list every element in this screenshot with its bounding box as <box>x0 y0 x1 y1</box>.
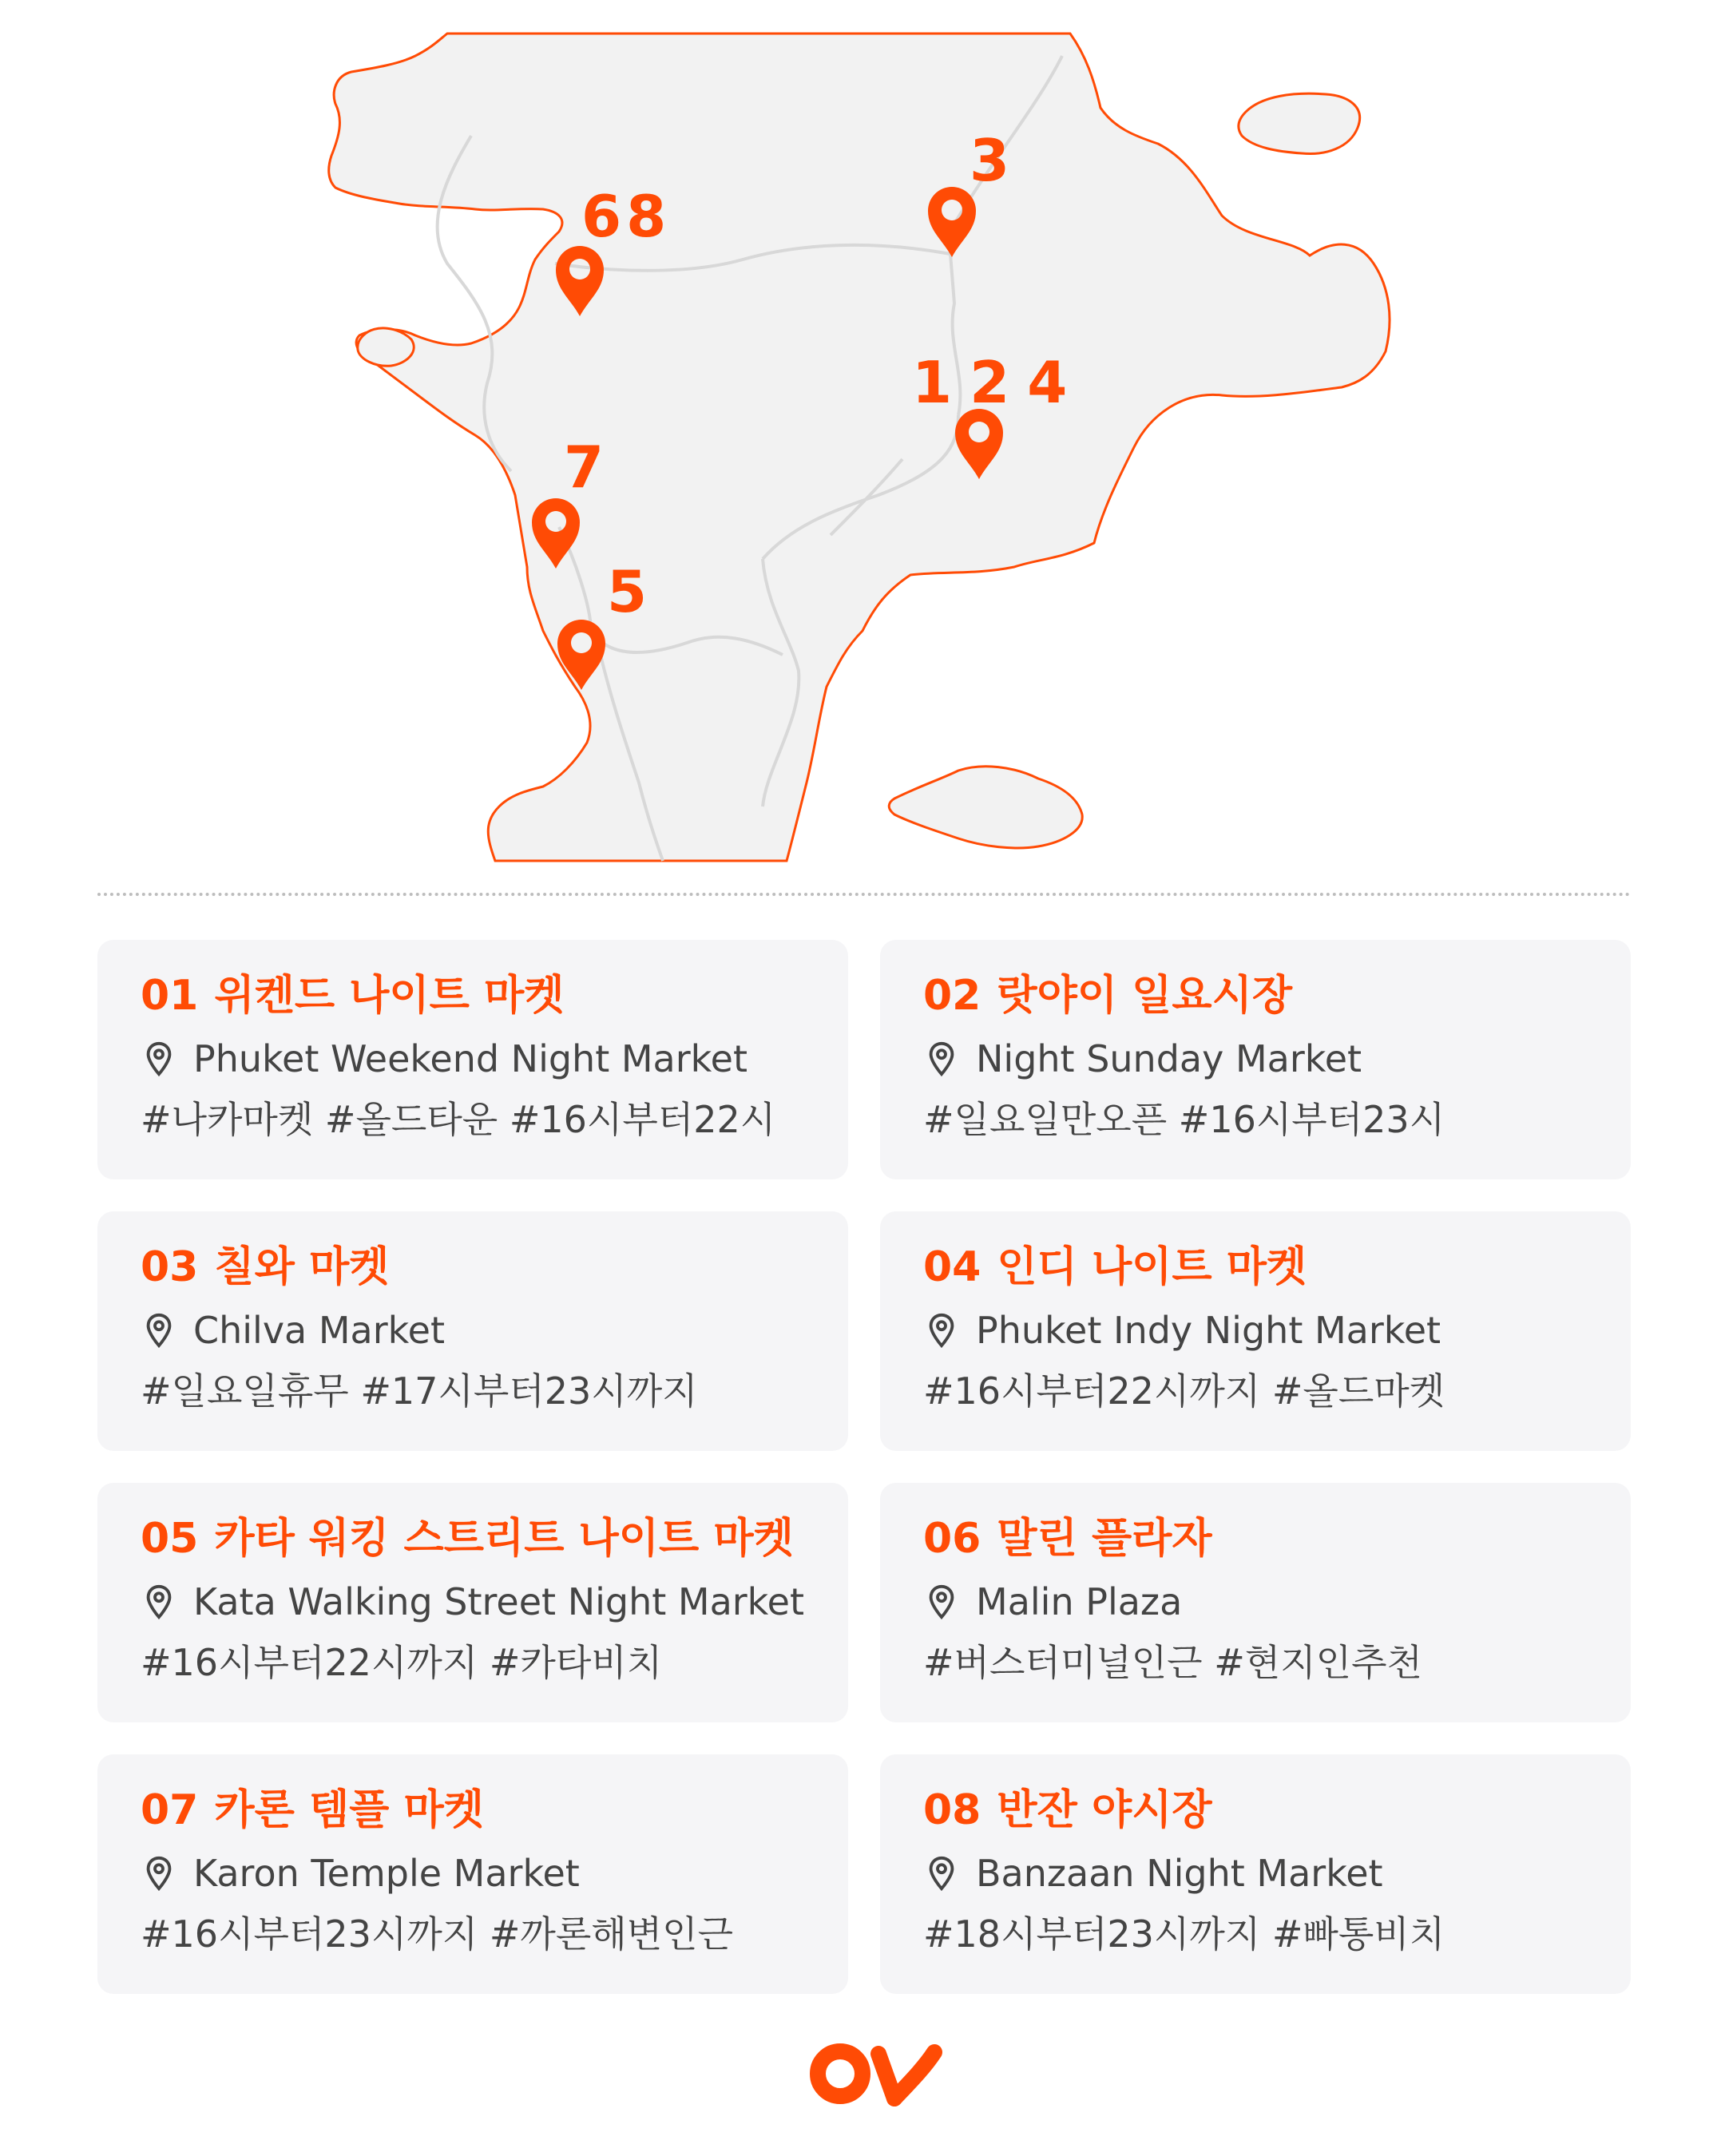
dotted-divider <box>97 893 1631 896</box>
market-name: 인디 나이트 마켓 <box>997 1243 1307 1291</box>
location-pin-icon <box>923 1583 960 1620</box>
market-list <box>97 940 1631 1994</box>
market-title <box>923 1513 1631 1564</box>
market-tags: #나카마켓 #올드타운 #16시부터22시 <box>141 1098 776 1141</box>
market-name: 반잔 야시장 <box>997 1786 1212 1834</box>
location-pin-icon <box>141 1040 177 1077</box>
market-title <box>141 1785 848 1836</box>
market-name: 랏야이 일요시장 <box>997 972 1293 1020</box>
market-tags: #16시부터22시까지 #카타비치 <box>141 1641 663 1684</box>
location-pin-icon <box>141 1312 177 1349</box>
market-title <box>141 1513 848 1564</box>
pin-label: 124 <box>912 349 1085 416</box>
market-card-06[interactable] <box>880 1483 1631 1722</box>
pin-label: 5 <box>607 558 652 625</box>
market-title <box>141 970 848 1021</box>
market-number: 02 <box>923 972 981 1020</box>
market-tags: #일요일만오픈 #16시부터23시 <box>923 1098 1445 1141</box>
pin-label: 68 <box>581 183 672 250</box>
small-island-left <box>358 328 414 366</box>
market-number: 08 <box>923 1786 981 1834</box>
market-number: 06 <box>923 1515 981 1563</box>
market-name: 칠와 마켓 <box>214 1243 390 1291</box>
market-tags: #16시부터23시까지 #까론해변인근 <box>141 1912 734 1956</box>
market-card-08[interactable] <box>880 1754 1631 1994</box>
market-title <box>923 1785 1631 1836</box>
market-card-05[interactable] <box>97 1483 848 1722</box>
small-island-south <box>889 767 1082 848</box>
location-pin-icon <box>141 1583 177 1620</box>
market-english-name: Kata Walking Street Night Market <box>193 1580 805 1623</box>
market-number: 05 <box>141 1515 199 1563</box>
market-name: 위켄드 나이트 마켓 <box>214 972 565 1020</box>
market-title <box>923 970 1631 1021</box>
pin-label: 3 <box>970 127 1015 194</box>
market-tags: #16시부터22시까지 #올드마켓 <box>923 1369 1445 1413</box>
market-number: 07 <box>141 1786 199 1834</box>
location-pin-icon <box>923 1040 960 1077</box>
market-name: 카론 템플 마켓 <box>214 1786 484 1834</box>
location-pin-icon <box>923 1855 960 1892</box>
market-english-name: Malin Plaza <box>976 1580 1183 1623</box>
market-tags: #버스터미널인근 #현지인추천 <box>923 1641 1422 1684</box>
market-name: 말린 플라자 <box>997 1515 1212 1563</box>
market-english-name: Chilva Market <box>193 1309 445 1352</box>
map-svg <box>0 0 1725 870</box>
small-island-northeast <box>1239 93 1360 153</box>
market-number: 03 <box>141 1243 199 1291</box>
market-title <box>923 1242 1631 1293</box>
island-landmass <box>329 34 1390 861</box>
market-english-name: Phuket Indy Night Market <box>976 1309 1441 1352</box>
market-number: 01 <box>141 972 199 1020</box>
island-map <box>0 0 1725 870</box>
market-english-name: Karon Temple Market <box>193 1852 580 1895</box>
market-tags: #18시부터23시까지 #빠통비치 <box>923 1912 1445 1956</box>
market-english-name: Banzaan Night Market <box>976 1852 1383 1895</box>
market-number: 04 <box>923 1243 981 1291</box>
market-english-name: Night Sunday Market <box>976 1037 1362 1080</box>
pin-label: 7 <box>564 434 609 501</box>
market-card-07[interactable] <box>97 1754 848 1994</box>
brand-logo-icon <box>808 2036 944 2108</box>
market-card-01[interactable] <box>97 940 848 1179</box>
market-card-02[interactable] <box>880 940 1631 1179</box>
market-card-04[interactable] <box>880 1211 1631 1451</box>
market-card-03[interactable] <box>97 1211 848 1451</box>
location-pin-icon <box>923 1312 960 1349</box>
market-english-name: Phuket Weekend Night Market <box>193 1037 748 1080</box>
market-title <box>141 1242 848 1293</box>
market-name: 카타 워킹 스트리트 나이트 마켓 <box>214 1515 794 1563</box>
market-tags: #일요일휴무 #17시부터23시까지 <box>141 1369 698 1413</box>
location-pin-icon <box>141 1855 177 1892</box>
